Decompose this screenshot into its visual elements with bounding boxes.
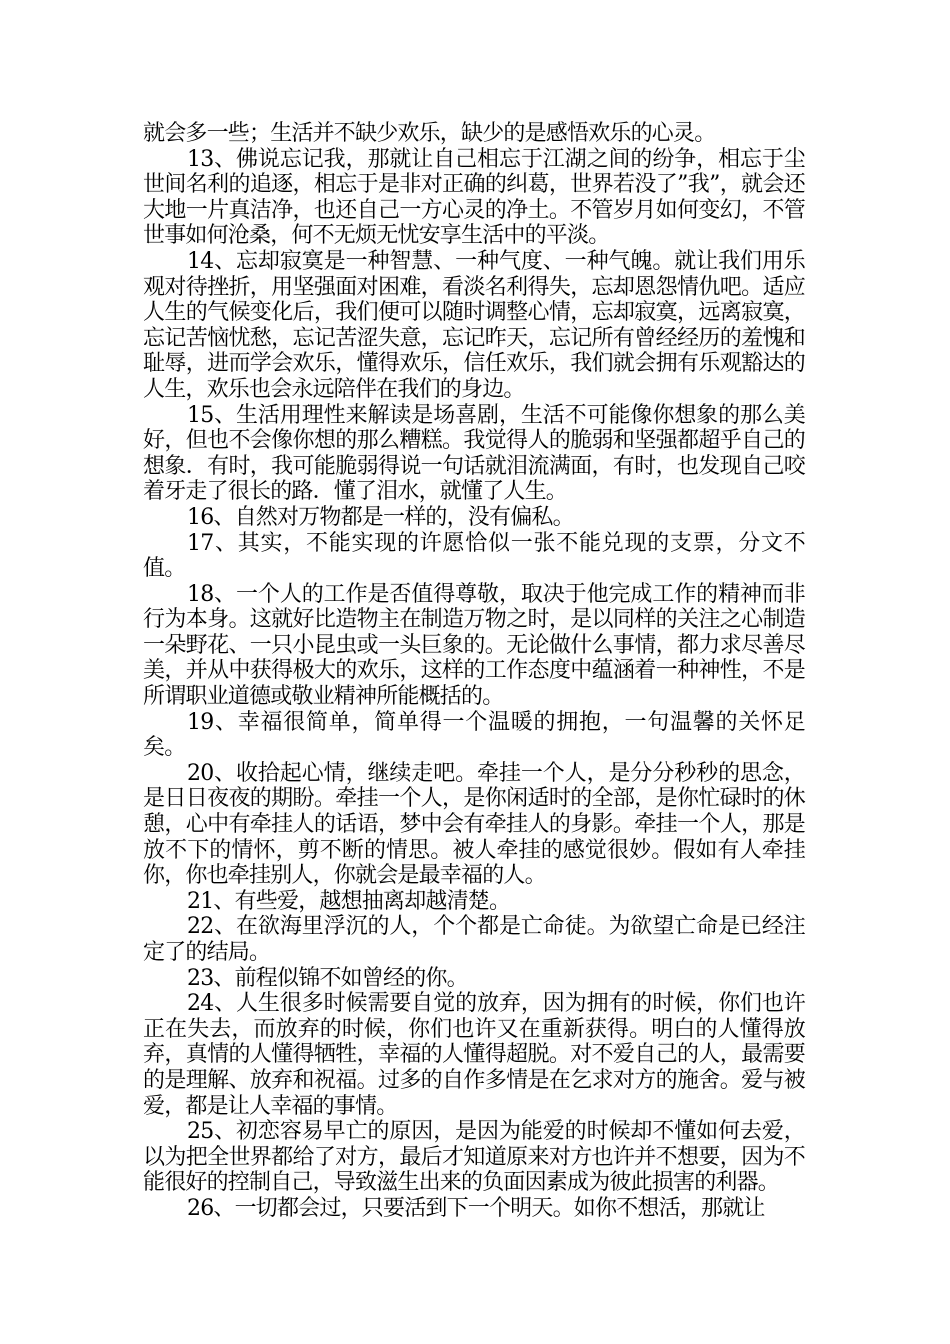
paragraph: 15、生活用理性来解读是场喜剧，生活不可能像你想象的那么美好，但也不会像你想的那么糟糕。我觉得人的脆弱和坚强都超乎自己的想象．有时，我可能脆弱得说一句话就泪流满面，有时，也发现自己咬着牙走了很长的路．懂了泪水，就懂了人生。: [143, 402, 805, 505]
paragraph: 26、一切都会过，只要活到下一个明天。如你不想活，那就让: [187, 1195, 765, 1221]
paragraph: 24、人生很多时候需要自觉的放弃，因为拥有的时候，你们也许正在失去，而放弃的时候，你们也许又在重新获得。明白的人懂得放弃，真情的人懂得牺牲，幸福的人懂得超脱。对不爱自己的人，最需要的是理解、放弃和祝福。过多的自作多情是在乞求对方的施舍。爱与被爱，都是让人幸福的事情。: [143, 991, 805, 1119]
paragraph: 16、自然对万物都是一样的，没有偏私。: [187, 504, 574, 530]
paragraph: 20、收拾起心情，继续走吧。牵挂一个人，是分分秒秒的思念，是日日夜夜的期盼。牵挂一个人，是你闲适时的全部，是你忙碌时的休憩，心中有牵挂人的话语，梦中会有牵挂人的身影。牵挂一个人，那是放不下的情怀，剪不断的情思。被人牵挂的感觉很妙。假如有人牵挂你，你也牵挂别人，你就会是最幸福的人。: [143, 760, 805, 889]
paragraph: 17、其实，不能实现的许愿恰似一张不能兑现的支票，分文不值。: [143, 530, 805, 582]
paragraph: 25、初恋容易早亡的原因，是因为能爱的时候却不懂如何去爱，以为把全世界都给了对方，最后才知道原来对方也许并不想要，因为不能很好的控制自己，导致滋生出来的负面因素成为彼此损害的利器。: [143, 1119, 805, 1196]
paragraph: 14、忘却寂寞是一种智慧、一种气度、一种气魄。就让我们用乐观对待挫折，用坚强面对困难，看淡名利得失，忘却恩怨情仇吧。适应人生的气候变化后，我们便可以随时调整心情，忘却寂寞，远离寂寞，忘记苦恼忧愁，忘记苦涩失意，忘记昨天，忘记所有曾经经历的羞愧和耻辱，进而学会欢乐，懂得欢乐，信任欢乐，我们就会拥有乐观豁达的人生，欢乐也会永远陪伴在我们的身边。: [143, 248, 805, 402]
document-body: [143, 121, 805, 1222]
paragraph: 18、一个人的工作是否值得尊敬，取决于他完成工作的精神而非行为本身。这就好比造物主在制造万物之时，是以同样的关注之心制造一朵野花、一只小昆虫或一头巨象的。无论做什么事情，都力求尽善尽美，并从中获得极大的欢乐，这样的工作态度中蕴涵着一种神性，不是所谓职业道德或敬业精神所能概括的。: [143, 581, 805, 710]
paragraph: 19、幸福很简单，简单得一个温暖的拥抱，一句温馨的关怀足矣。: [143, 709, 805, 761]
paragraph: 就会多一些；生活并不缺少欢乐，缺少的是感悟欢乐的心灵。: [143, 121, 716, 146]
paragraph: 23、前程似锦不如曾经的你。: [187, 965, 468, 991]
paragraph: 21、有些爱，越想抽离却越清楚。: [187, 888, 511, 914]
paragraph: 13、佛说忘记我，那就让自己相忘于江湖之间的纷争，相忘于尘世间名利的追逐，相忘于是非对正确的纠葛，世界若没了”我”，就会还大地一片真洁净，也还自己一方心灵的净土。不管岁月如何变幻，不管世事如何沧桑，何不无烦无忧安享生活中的平淡。: [143, 146, 805, 249]
paragraph: 22、在欲海里浮沉的人，个个都是亡命徒。为欲望亡命是已经注定了的结局。: [143, 914, 805, 965]
